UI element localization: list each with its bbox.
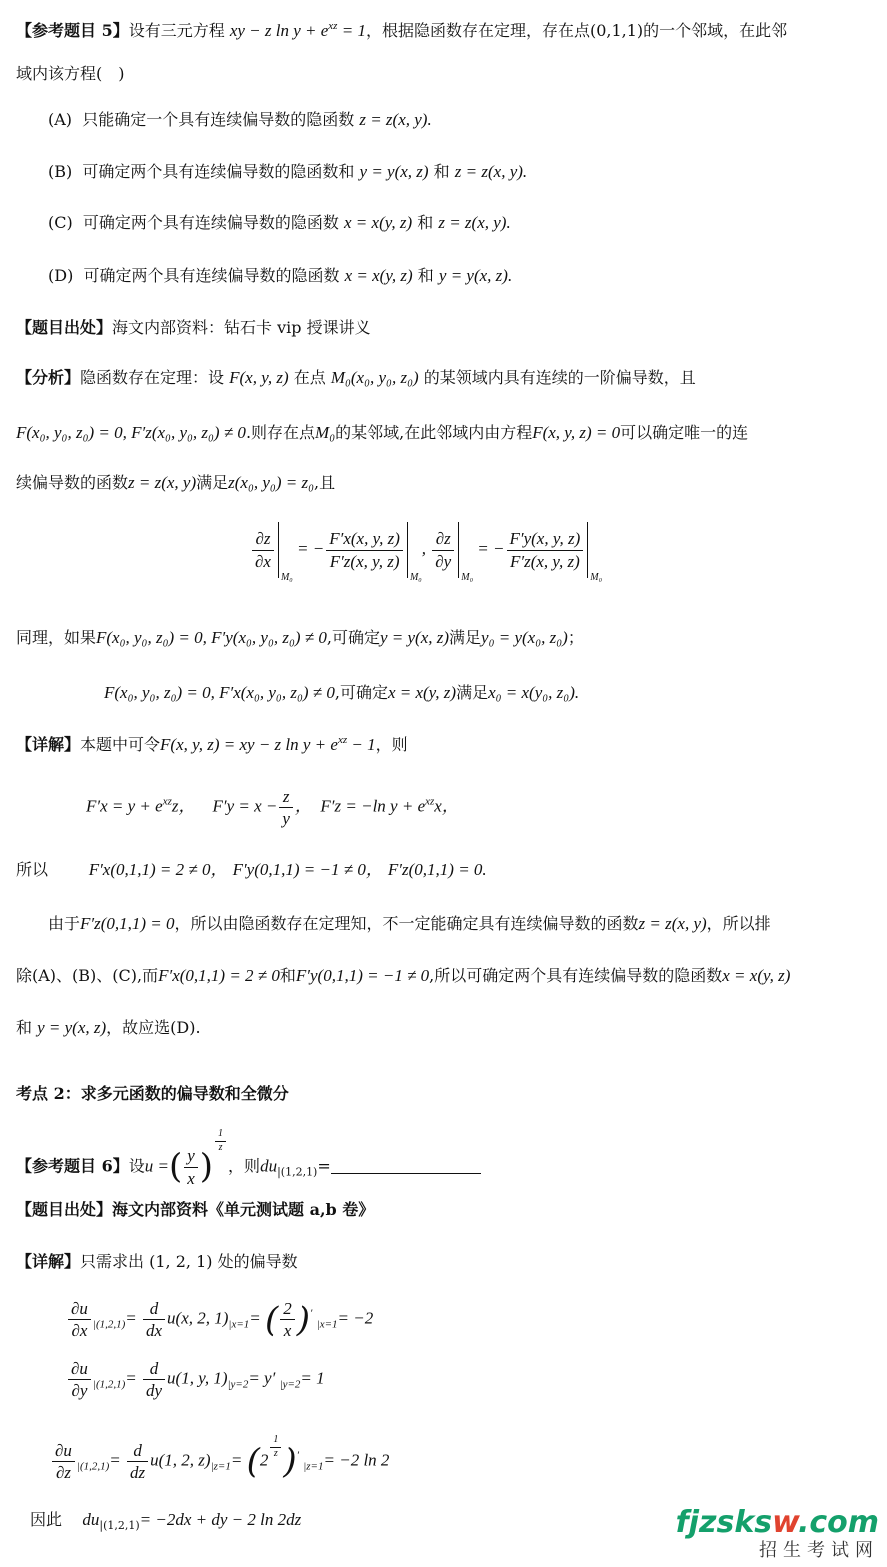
- q6-stem: 【参考题目 6】设u =( $\frac{y}{x}$ ) $\frac{1}{z}$ ，则$du_{|(1,2,1)}=$: [16, 1128, 481, 1189]
- similarly-line1: 同理，如果F(x₀, y₀, z₀) = 0, F′y(x₀, y₀, z₀) ≠ 0,可确定y = y(x, z)满足y₀ = y(x₀, z₀)；: [16, 628, 584, 647]
- analysis-line3: 续偏导数的函数z = z(x, y)满足z(x₀, y₀) = z₀,且: [16, 473, 336, 492]
- site-watermark: [676, 1505, 879, 1562]
- detail5-line1: 【详解】本题中可令F(x, y, z) = xy − z $\ln y + e^{xz} - 1$，则: [16, 734, 408, 754]
- q5-equation: xy − z $\ln y + e^{xz} = 1$: [229, 20, 366, 40]
- detail6-intro: 【详解】只需求出 (1, 2, 1) 处的偏导数: [16, 1252, 298, 1271]
- partial-u-z: $\frac{\partial u}{\partial z}$ $_{|(1,2,1)}$= $\frac{d}{dz}$ u(1, 2, $z)_{|z=1}= (2$ $\frac{1}{z}$ )′ $_{|z=1}$= −2 ln 2: [50, 1434, 389, 1483]
- option-c: (C) 可确定两个具有连续偏导数的隐函数 x = x(y, z) 和 z = z(x, y).: [48, 213, 511, 232]
- implicit-derivative-formula: $\frac{\partial z}{\partial x}$ $_{M_0}$ = − $\frac{F'x(x, y, z)}{F'z(x, y, z)}$ $_{M_0}$, $\frac{\partial z}{\partial y}$ $_{M_0}$ = − $\frac{F'y(x, y, z)}{F'z(x, y, z)}$ $_{M_0}$: [250, 522, 602, 583]
- conclusion-line3: 和 y = y(x, z)，故应选(D).: [16, 1018, 201, 1037]
- partial-u-x: $\frac{\partial u}{\partial x}$ $_{|(1,2,1)}$= $\frac{d}{dx}$ u(x, 2, $1)_{|x=1}=$ ( $\frac{2}{x}$ )′ $_{|x=1}$= −2: [66, 1298, 373, 1342]
- option-d: (D) 可确定两个具有连续偏导数的隐函数 x = x(y, z) 和 y = y(x, z).: [48, 266, 513, 285]
- answer-blank: [331, 1173, 481, 1174]
- analysis-line2: F(x₀, y₀, z₀) = 0, F′z(x₀, y₀, z₀) ≠ 0.则存在点M₀的某邻域,在此邻域内由方程F(x, y, z) = 0可以确定唯一的连: [16, 423, 749, 442]
- q5-stem: 【参考题目 5】设有三元方程 xy − z $\ln y + e^{xz} = 1$，根据隐函数存在定理，存在点(0,1,1)的一个邻域，在此邻: [16, 20, 788, 40]
- values-line: 所以 F′x(0,1,1) = 2 ≠ 0， F′y(0,1,1) = −1 ≠ 0， F′z(0,1,1) = 0.: [16, 860, 487, 879]
- q5-stem-line2: 域内该方程( ): [16, 64, 125, 83]
- q5-tag: 【参考题目 5】: [16, 21, 129, 40]
- option-b: (B) 可确定两个具有连续偏导数的隐函数和 y = y(x, z) 和 z = z(x, y).: [48, 162, 528, 181]
- watermark-logo: fjzsksw.com: [675, 1505, 879, 1540]
- source-5: 【题目出处】海文内部资料：钻石卡 vip 授课讲义: [16, 318, 371, 337]
- conclusion-line2: 除(A)、(B)、(C),而F′x(0,1,1) = 2 ≠ 0和F′y(0,1,1) = −1 ≠ 0,所以可确定两个具有连续偏导数的隐函数x = x(y, z): [16, 966, 791, 985]
- section-heading: 考点 2：求多元函数的偏导数和全微分: [16, 1084, 289, 1103]
- similarly-line2: F(x₀, y₀, z₀) = 0, F′x(x₀, y₀, z₀) ≠ 0,可确定x = x(y, z)满足x₀ = x(y₀, z₀).: [104, 683, 580, 702]
- final-answer: 因此 $du_{|(1,2,1)}= -2dx$ + dy − 2 ln 2dz: [30, 1510, 302, 1532]
- partials-line: $F'x = y + e^{xz}z$， F′y = x − $\frac{z}{y}$ ， F′z = −ln $y + e^{xz}x$，: [86, 787, 459, 829]
- source-6: 【题目出处】海文内部资料《单元测试题 a,b 卷》: [16, 1200, 375, 1219]
- conclusion-line1: 由于F′z(0,1,1) = 0，所以由隐函数存在定理知，不一定能确定具有连续偏导数的函数z = z(x, y)，所以排: [48, 914, 771, 933]
- partial-u-y: $\frac{\partial u}{\partial y}$ $_{|(1,2,1)}$= $\frac{d}{dy}$ u(1, y, $1)_{|y=2}= y'$ $_{|y=2}$= 1: [66, 1358, 325, 1402]
- analysis-line1: 【分析】隐函数存在定理：设 F(x, y, z) 在点 M₀(x₀, y₀, z₀) 的某领域内具有连续的一阶偏导数，且: [16, 368, 696, 387]
- watermark-subtitle: 招生考试网: [759, 1540, 879, 1561]
- option-a: (A) 只能确定一个具有连续偏导数的隐函数 z = z(x, y).: [48, 110, 432, 129]
